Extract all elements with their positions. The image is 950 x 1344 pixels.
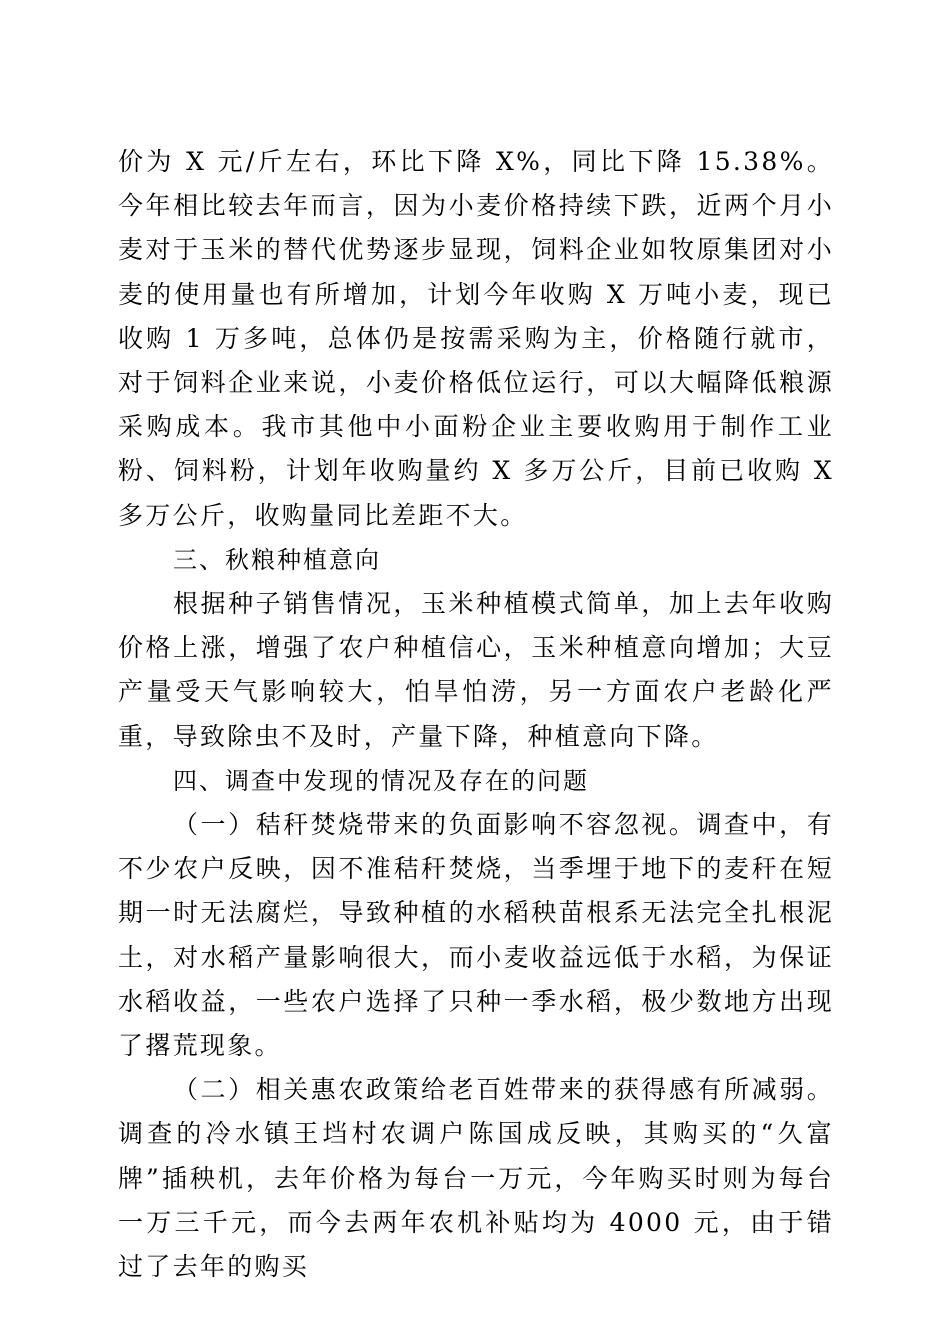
paragraph-subsidy-policy	[118, 1068, 834, 1289]
section-heading-autumn-planting: 三、秋粮种植意向	[173, 545, 381, 574]
document-page	[118, 140, 834, 1289]
section-heading-issues: 四、调查中发现的情况及存在的问题	[173, 766, 589, 795]
paragraph-subsidy-policy-body: 调查的冷水镇王垱村农调户陈国成反映，其购买的“久富牌”插秧机，去年价格为每台一万元，今年购买时则为每台一万三千元，而今去两年农机补贴均为 4000 元，由于错过了去年的购买	[118, 1119, 834, 1282]
paragraph-planting-intention: 根据种子销售情况，玉米种植模式简单，加上去年收购价格上涨，增强了农户种植信心，玉米种植意向增加；大豆产量受天气影响较大，怕旱怕涝，另一方面农户老龄化严重，导致除虫不及时，产量下降，种植意向下降。	[118, 589, 834, 751]
paragraph-wheat-purchase: 价为 X 元/斤左右，环比下降 X%，同比下降 15.38%。今年相比较去年而言，因为小麦价格持续下跌，近两个月小麦对于玉米的替代优势逐步显现，饲料企业如牧原集团对小麦的使用量也有所增加，计划今年收购 X 万吨小麦，现已收购 1 万多吨，总体仍是按需采购为主，价格随行就市，对于饲料企业来说，小麦价格低位运行，可以大幅降低粮源采购成本。我市其他中小面粉企业主要收购用于制作工业粉、饲料粉，计划年收购量约 X 多万公斤，目前已收购 X 多万公斤，收购量同比差距不大。	[118, 147, 834, 530]
subsection-title-subsidy-policy: （二）相关惠农政策给老百姓带来的获得感有所减弱。	[173, 1075, 834, 1105]
paragraph-straw-burning	[118, 803, 834, 1068]
subsection-title-straw-burning: （一）秸秆焚烧带来的负面影响不容忽视。	[173, 810, 697, 840]
paragraph-straw-burning-body: 调查中，有不少农户反映，因不准秸秆焚烧，当季埋于地下的麦秆在短期一时无法腐烂，导致种植的水稻秧苗根系无法完全扎根泥土，对水稻产量影响很大，而小麦收益远低于水稻，为保证水稻收益，一些农户选择了只种一季水稻，极少数地方出现了撂荒现象。	[118, 810, 834, 1061]
